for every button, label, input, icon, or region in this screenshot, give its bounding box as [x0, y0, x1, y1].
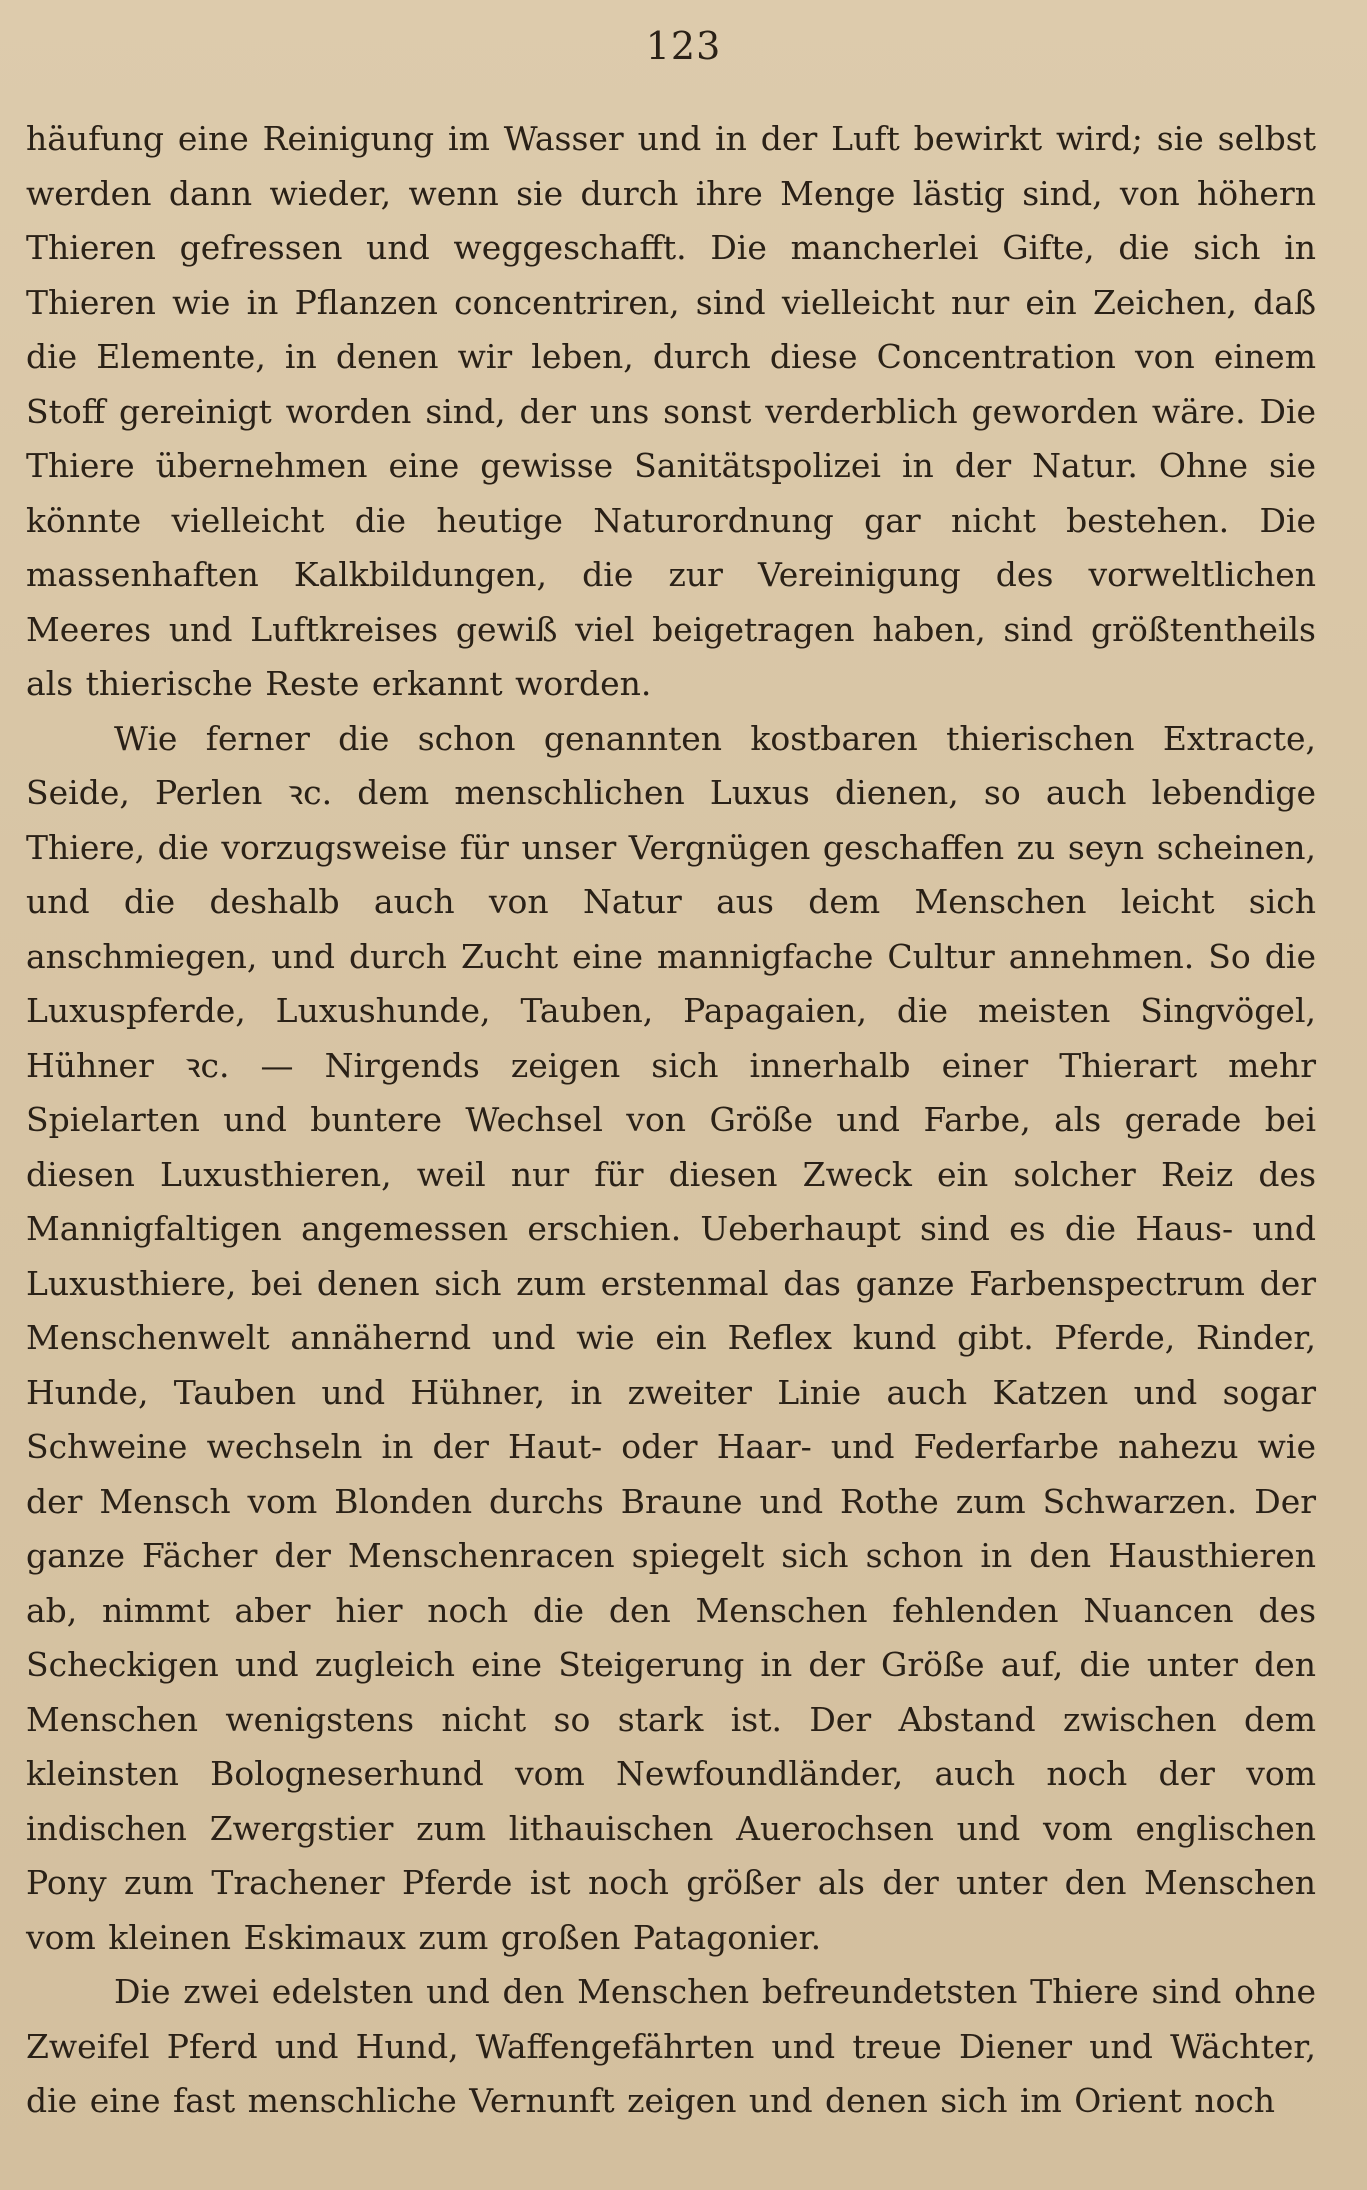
paragraph-1: häufung eine Reinigung im Wasser und in der Luft bewirkt wird; sie selbst werden dann wieder, wenn sie durch ihre Menge lästig sind, von höhern Thieren gefressen und weggeschafft. Die mancherlei Gifte, die sich in Thieren wie in Pflanzen concentriren, sind vielleicht nur ein Zeichen, daß die Elemente, in denen wir leben, durch diese Concentration von einem Stoff gereinigt worden sind, der uns sonst verderblich geworden wäre. Die Thiere übernehmen eine gewisse Sanitätspolizei in der Natur. Ohne sie könnte vielleicht die heutige Naturordnung gar nicht bestehen. Die massenhaften Kalkbildungen, die zur Vereinigung des vorweltlichen Meeres und Luftkreises gewiß viel beigetragen haben, sind größtentheils als thierische Reste erkannt worden.: [26, 119, 1316, 703]
paragraph-2: Wie ferner die schon genannten kostbaren thierischen Extracte, Seide, Perlen ꝛc. dem menschlichen Luxus dienen, so auch lebendige Thiere, die vorzugsweise für unser Vergnügen geschaffen zu seyn scheinen, und die deshalb auch von Natur aus dem Menschen leicht sich anschmiegen, und durch Zucht eine mannigfache Cultur annehmen. So die Luxuspferde, Luxushunde, Tauben, Papagaien, die meisten Singvögel, Hühner ꝛc. — Nirgends zeigen sich innerhalb einer Thierart mehr Spielarten und buntere Wechsel von Größe und Farbe, als gerade bei diesen Luxusthieren, weil nur für diesen Zweck ein solcher Reiz des Mannigfaltigen angemessen erschien. Ueberhaupt sind es die Haus- und Luxusthiere, bei denen sich zum erstenmal das ganze Farbenspectrum der Menschenwelt annähernd und wie ein Reflex kund gibt. Pferde, Rinder, Hunde, Tauben und Hühner, in zweiter Linie auch Katzen und sogar Schweine wechseln in der Haut- oder Haar- und Federfarbe nahezu wie der Mensch vom Blonden durchs Braune und Rothe zum Schwarzen. Der ganze Fächer der Menschenracen spiegelt sich schon in den Hausthieren ab, nimmt aber hier noch die den Menschen fehlenden Nuancen des Scheckigen und zugleich eine Steigerung in der Größe auf, die unter den Menschen wenigstens nicht so stark ist. Der Abstand zwischen dem kleinsten Bologneserhund vom Newfoundländer, auch noch der vom indischen Zwergstier zum lithauischen Auerochsen und vom englischen Pony zum Trachener Pferde ist noch größer als der unter den Menschen vom kleinen Eskimaux zum großen Patagonier.: [26, 718, 1316, 1957]
body-text: [26, 112, 1316, 2129]
paragraph-3: Die zwei edelsten und den Menschen befreundetsten Thiere sind ohne Zweifel Pferd und Hund, Waffengefährten und treue Diener und Wächter, die eine fast menschliche Vernunft zeigen und denen sich im Orient noch: [26, 1972, 1316, 2120]
page-number: 123: [645, 24, 722, 68]
